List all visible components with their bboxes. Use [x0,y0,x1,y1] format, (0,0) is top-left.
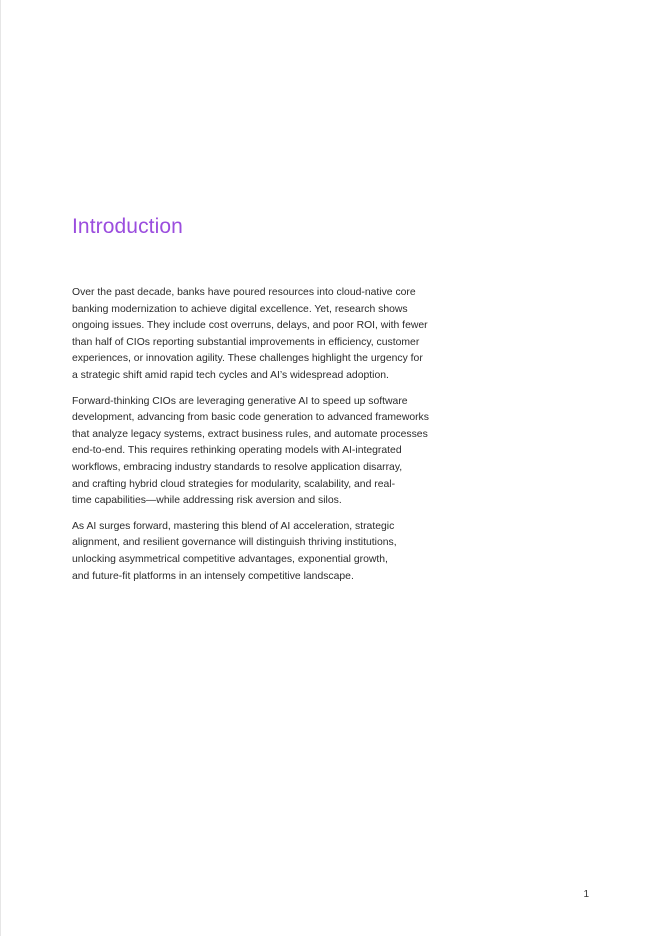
paragraph-3 [72,519,457,585]
paragraph-line: than half of CIOs reporting substantial improvements in efficiency, customer [72,336,420,348]
paragraph-line: a strategic shift amid rapid tech cycles and AI’s widespread adoption. [72,369,389,381]
paragraph-line: Over the past decade, banks have poured resources into cloud-native core [72,287,416,298]
paragraph-2 [72,394,457,510]
paragraph-line: banking modernization to achieve digital excellence. Yet, research shows [72,303,408,315]
paragraph-line: end-to-end. This requires rethinking operating models with AI-integrated [72,445,402,457]
paragraph-line: experiences, or innovation agility. These challenges highlight the urgency for [72,353,423,365]
body-text [72,285,457,594]
paragraph-line: and future-fit platforms in an intensely competitive landscape. [72,570,354,582]
paragraph-line: unlocking asymmetrical competitive advantages, exponential growth, [72,553,388,565]
page-number: 1 [583,889,589,900]
paragraph-line: development, advancing from basic code generation to advanced frameworks [72,412,429,424]
paragraph-line: As AI surges forward, mastering this blend of AI acceleration, strategic [72,520,395,532]
page-title: Introduction [72,215,183,238]
paragraph-1 [72,285,457,385]
paragraph-line: time capabilities—while addressing risk aversion and silos. [72,495,342,507]
paragraph-line: Forward-thinking CIOs are leveraging generative AI to speed up software [72,395,408,407]
paragraph-line: alignment, and resilient governance will distinguish thriving institutions, [72,537,397,549]
paragraph-line: and crafting hybrid cloud strategies for modularity, scalability, and real- [72,478,396,490]
paragraph-line: ongoing issues. They include cost overruns, delays, and poor ROI, with fewer [72,320,428,332]
page-edge [0,0,1,936]
paragraph-line: that analyze legacy systems, extract business rules, and automate processes [72,428,428,440]
paragraph-line: workflows, embracing industry standards to resolve application disarray, [72,461,403,473]
